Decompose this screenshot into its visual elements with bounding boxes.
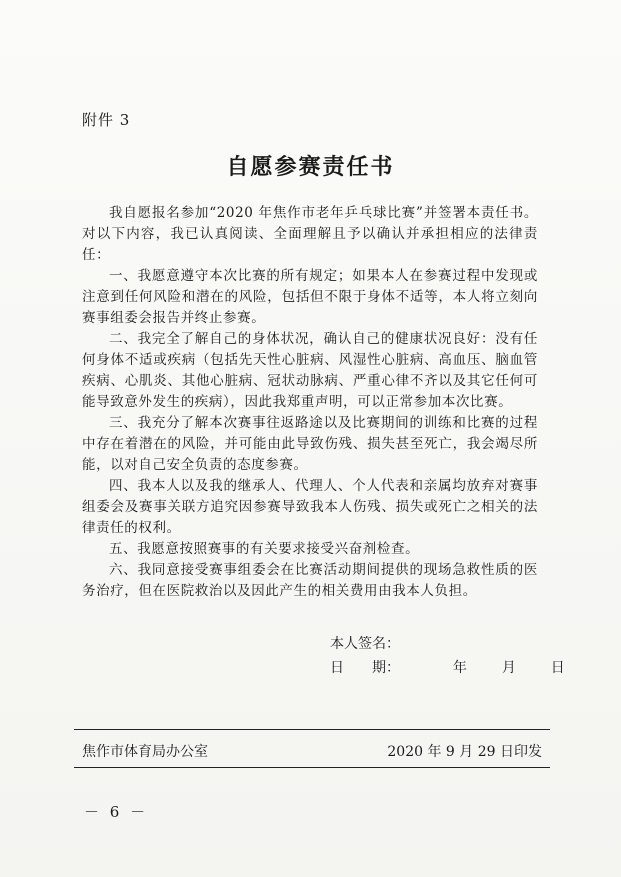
signature-block [330,632,565,680]
footer-issue-date: 2020 年 9 月 29 日印发 [387,744,542,760]
signature-name-label: 本人签名： [330,636,400,652]
signature-date-label: 日 期： [330,660,400,676]
footer-top-rule [74,729,550,730]
paragraph-item-4: 四、我本人以及我的继承人、代理人、个人代表和亲属均放弃对赛事组委会及赛事关联方追究因参赛导致我本人伤残、损失或死亡之相关的法律责任的权利。 [82,478,538,536]
signature-date-row [330,656,565,680]
footer-bottom-rule [74,767,550,768]
page-number: － 6 － [84,803,149,821]
document-body [82,203,538,602]
signature-name-row [330,632,550,656]
document-title: 自愿参赛责任书 [226,155,395,180]
paragraph-item-1: 一、我愿意遵守本次比赛的所有规定；如果本人在参赛过程中发现或注意到任何风险和潜在的风险，包括但不限于身体不适等，本人将立刻向赛事组委会报告并终止参赛。 [82,268,538,326]
paragraph-item-5: 五、我愿意按照赛事的有关要求接受兴奋剂检查。 [109,541,420,557]
paragraph-item-6: 六、我同意接受赛事组委会在比赛活动期间提供的现场急救性质的医务治疗，但在医院救治以及因此产生的相关费用由我本人负担。 [82,562,538,599]
paragraph-intro: 我自愿报名参加“2020 年焦作市老年乒乓球比赛”并签署本责任书。对以下内容，我已认真阅读、全面理解且予以确认并承担相应的法律责任： [82,205,538,263]
attachment-label: 附件 3 [82,111,131,129]
signature-day-label: 日 [550,660,565,676]
signature-month-label: 月 [501,660,516,676]
footer-issuer: 焦作市体育局办公室 [82,744,208,760]
footer-issue-info [82,741,542,761]
signature-year-label: 年 [452,660,467,676]
paragraph-item-3: 三、我充分了解本次赛事往返路途以及比赛期间的训练和比赛的过程中存在着潜在的风险，并可能由此导致伤残、损失甚至死亡，我会竭尽所能，以对自己安全负责的态度参赛。 [82,415,538,473]
paragraph-item-2: 二、我完全了解自己的身体状况，确认自己的健康状况良好：没有任何身体不适或疾病（包括先天性心脏病、风湿性心脏病、高血压、脑血管疾病、心肌炎、其他心脏病、冠状动脉病、严重心律不齐以及其它任何可能导致意外发生的疾病），因此我郑重声明，可以正常参加本次比赛。 [82,331,538,410]
